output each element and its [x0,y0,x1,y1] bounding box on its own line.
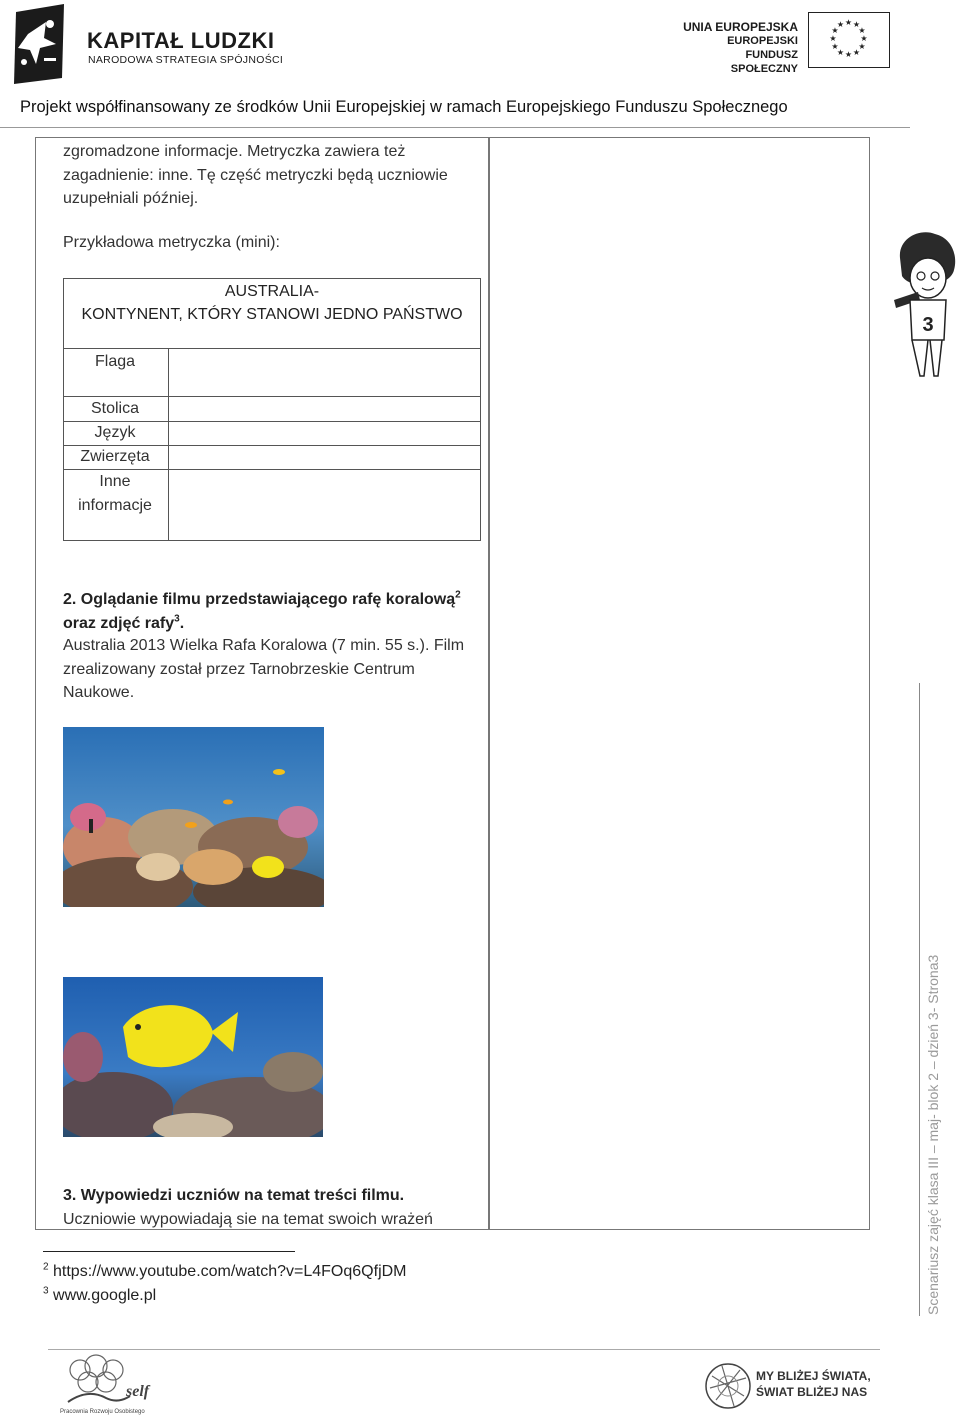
eu-flag-icon [808,12,890,68]
svg-text:★: ★ [852,48,861,57]
kapital-ludzki-logo [10,4,70,86]
footnote-ref-3[interactable]: 3 [174,613,180,625]
header-divider [0,127,910,128]
mascot-girl-icon [890,228,960,380]
svg-text:★: ★ [858,42,866,51]
metryczka-label-jezyk: Język [94,424,136,441]
tagline-line-1: MY BLIŻEJ ŚWIATA, [756,1369,871,1383]
footnote-2-number: 2 [43,1261,49,1273]
section-2-body: Australia 2013 Wielka Rafa Koralowa (7 min. 55 s.). Film zrealizowany został przez Tarnobrzeskie Centrum Naukowe. [63,637,465,701]
footnote-2 [43,1263,407,1281]
svg-text:★: ★ [831,26,839,35]
section-2-heading [63,588,483,635]
section-2-heading-end: . [179,614,185,632]
page-footer-vertical-text: Scenariusz zajęć klasa III – maj- blok 2 – dzień 3- Strona3 [925,954,941,1315]
footnote-3-number: 3 [43,1285,49,1297]
tagline-line-2: ŚWIAT BLIŻEJ NAS [756,1385,868,1399]
metryczka-title-line-1: AUSTRALIA- [224,283,320,300]
section-2-heading-part-2: oraz zdjęć rafy [63,614,175,632]
footnote-ref-2[interactable]: 2 [455,589,461,601]
self-logo-text: self [126,1383,150,1400]
svg-text:★: ★ [860,34,868,43]
side-divider [919,683,920,1316]
metryczka-label-zwierzeta: Zwierzęta [80,448,150,465]
metryczka-title-line-2: KONTYNENT, KTÓRY STANOWI JEDNO PAŃSTWO [81,306,463,323]
section-3-heading: 3. Wypowiedzi uczniów na temat treści filmu. [63,1187,405,1204]
footnote-2-link[interactable]: https://www.youtube.com/watch?v=L4FOq6QfjDM [53,1263,407,1280]
metryczka-label-flaga: Flaga [94,353,136,370]
logo-subtitle: NARODOWA STRATEGIA SPÓJNOŚCI [88,54,284,66]
ue-line-3: FUNDUSZ SPOŁECZNY [730,49,798,75]
section-2-heading-part-1: 2. Oglądanie filmu przedstawiającego rafę koralową [63,591,456,608]
yellow-fish-photo [63,977,323,1137]
svg-text:★: ★ [844,50,853,59]
svg-text:★: ★ [829,34,837,43]
footnote-divider [43,1251,295,1252]
coral-reef-photo [63,727,324,907]
svg-text:★: ★ [852,20,861,29]
svg-text:★: ★ [836,20,845,29]
ue-label [676,20,798,76]
metryczka-row-divider [63,348,481,349]
project-cofinancing-line: Projekt współfinansowany ze środków Unii Europejskiej w ramach Europejskiego Funduszu Społecznego [20,98,788,116]
tagline [756,1368,871,1400]
ue-line-1: UNIA EUROPEJSKA [683,20,798,34]
svg-text:★: ★ [836,48,845,57]
self-caption: Pracownia Rozwoju Osobistego [60,1409,145,1415]
svg-text:★: ★ [831,42,839,51]
intro-paragraph: zgromadzone informacje. Metryczka zawiera też zagadnienie: inne. Tę część metryczki będą uczniowie uzupełniali później. [63,143,448,207]
metryczka-label-inne: Inne informacje [78,473,152,514]
mascot-number: 3 [922,314,934,336]
footer-divider [48,1349,880,1350]
svg-text:★: ★ [844,18,853,27]
logo-title: KAPITAŁ LUDZKI [87,28,275,53]
globe-logo-icon [702,1356,752,1416]
metryczka-label-stolica: Stolica [90,400,140,417]
ue-line-2: EUROPEJSKI [727,35,798,47]
table-column-divider [488,137,490,1230]
svg-text:★: ★ [858,26,866,35]
footnote-3 [43,1287,156,1305]
footnote-3-link[interactable]: www.google.pl [53,1287,157,1304]
metryczka-title [63,280,481,326]
sample-label: Przykładowa metryczka (mini): [63,234,280,251]
section-3-body: Uczniowie wypowiadają sie na temat swoich wrażeń [63,1211,433,1228]
